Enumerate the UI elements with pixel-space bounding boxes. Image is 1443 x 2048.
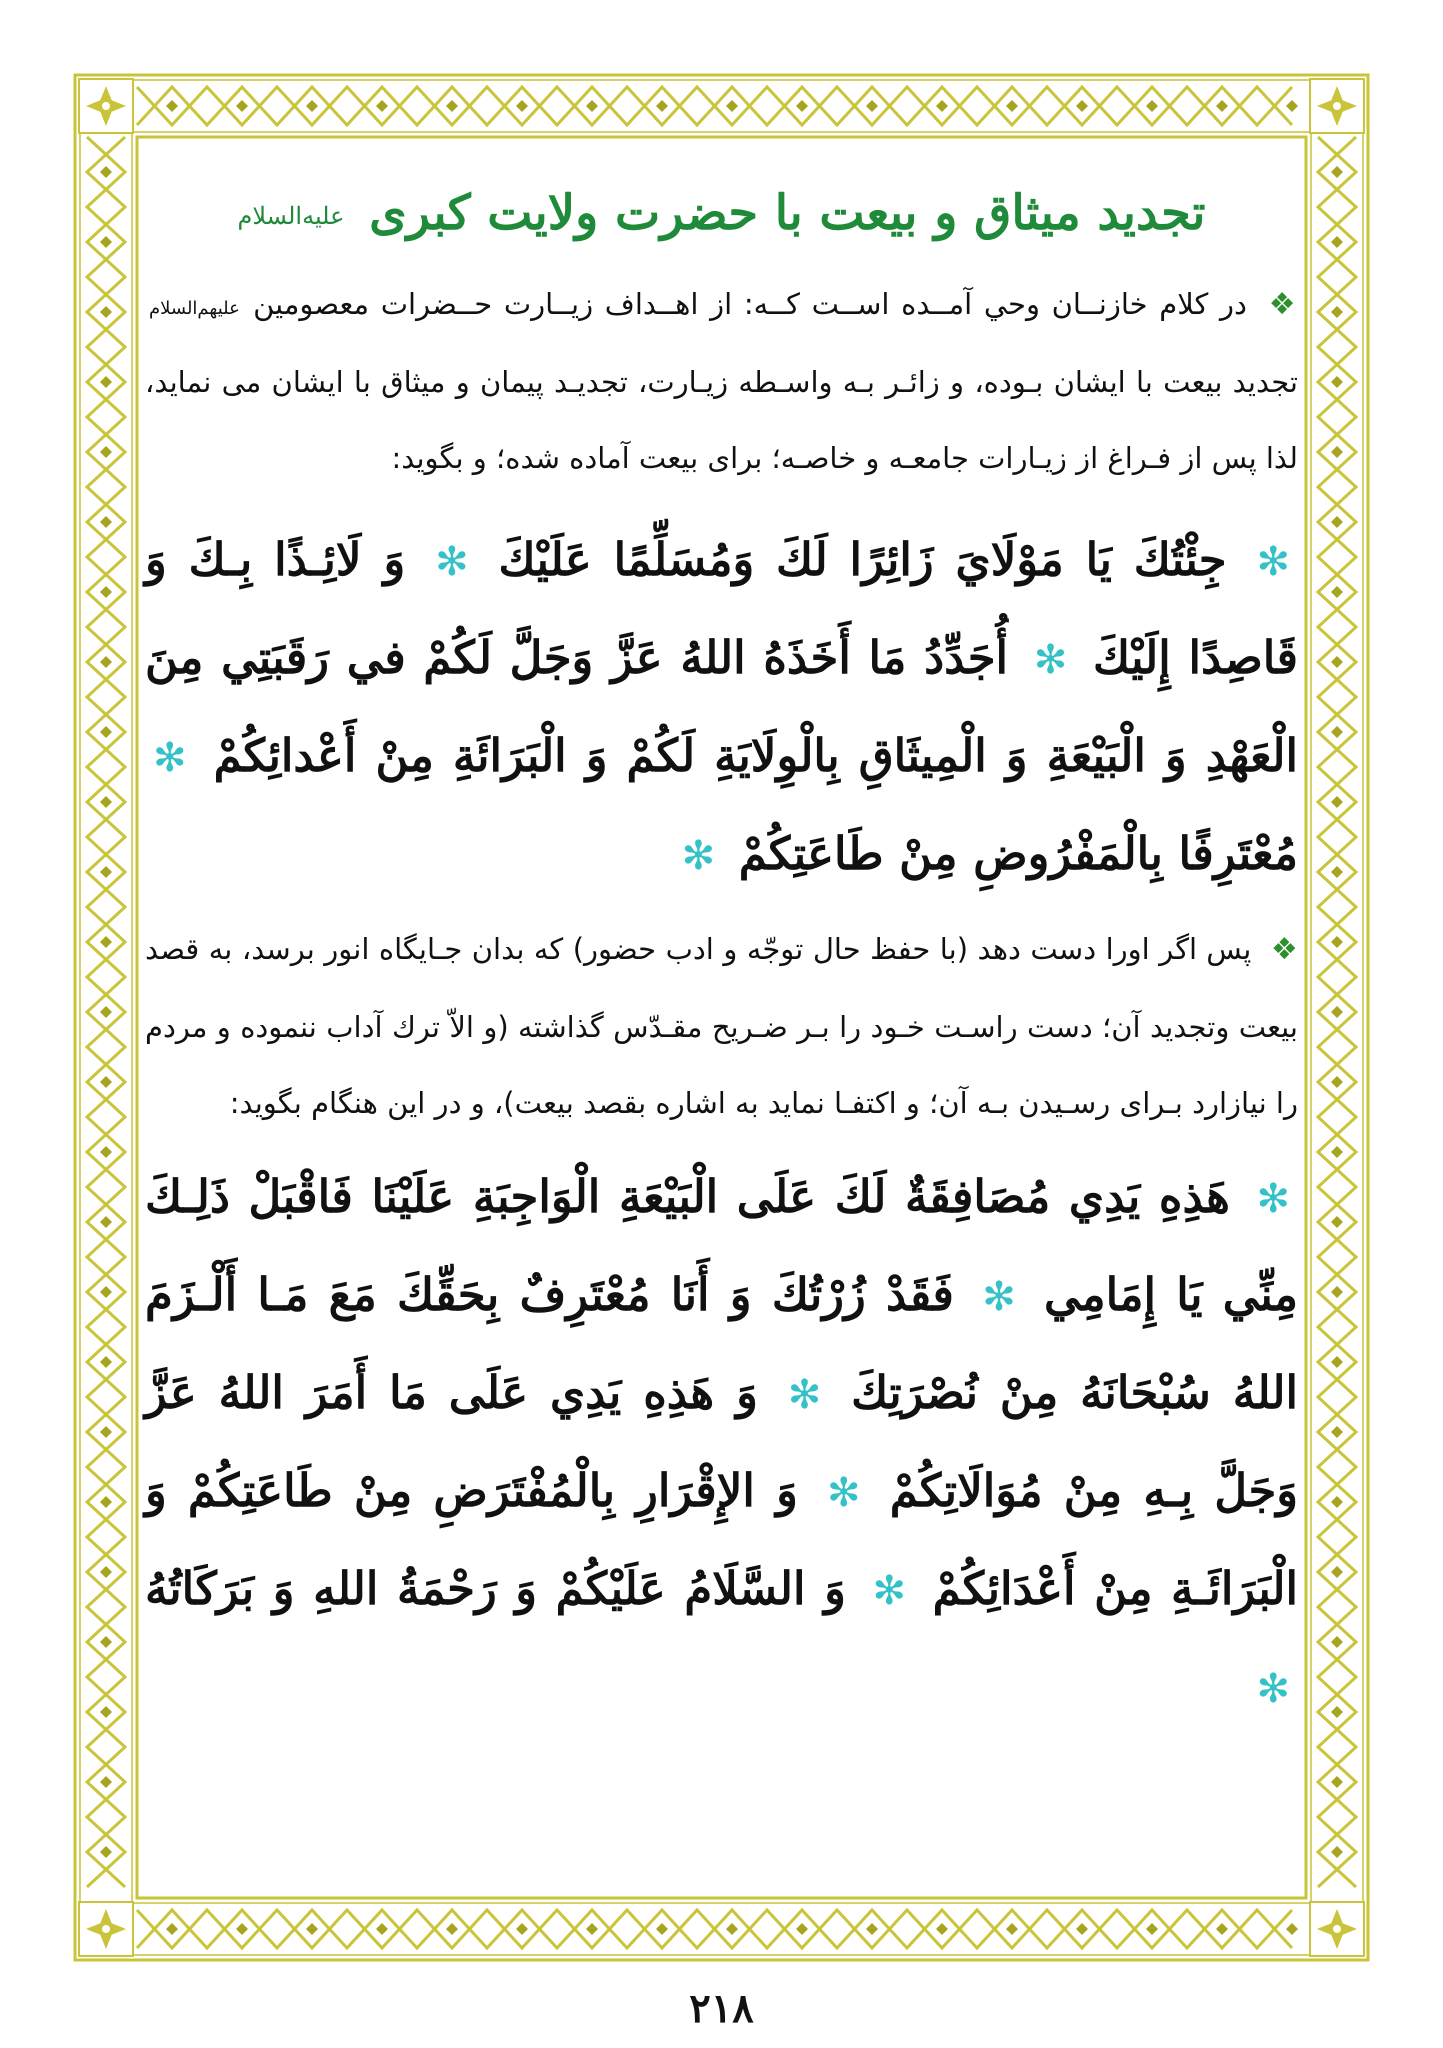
arabic2-segment-1: هَذِهِ يَدِي مُصَافِقَةٌ لَكَ عَلَى الْبَيْعَةِ الْوَاجِبَةِ عَلَيْنَا فَاقْبَلْ ذَلِـكَ مِنِّي يَا إِمَامِي: [145, 1169, 1298, 1321]
star-icon: ✻: [787, 1372, 822, 1419]
title-honorific: علیه‌السلام: [237, 201, 345, 230]
arabic1-segment-1: جِئْتُكَ يَا مَوْلَايَ زَائِرًا لَكَ وَمُسَلِّمًا عَلَيْكَ: [498, 532, 1227, 586]
star-icon: ✻: [153, 735, 187, 782]
arabic-text-block-2: [145, 1148, 1298, 1737]
para2-text: پس اگر اورا دست دهد (با حفظ حال توجّه و ادب حضور) که بدان جـایگاه انور برسد، به قصد بیعت وتجدید آن؛ دست راسـت خـود را بـر ضـریح مقـدّس گذاشته (و الاّ ترك آداب ننموده و مردم را نیازارد بـرای رسـیدن بـه آن؛ و اکتفـا نماید به اشاره بقصد بیعت)، و در این هنگام بگوید:: [145, 932, 1298, 1120]
arabic1-segment-4: مُعْتَرِفًا بِالْمَفْرُوضِ مِنْ طَاعَتِكُمْ: [738, 827, 1298, 881]
title-text: تجدید میثاق و بیعت با حضرت ولایت کبری: [369, 185, 1206, 241]
arabic2-segment-4: وَ الإِقْرَارِ بِالْمُفْتَرَضِ مِنْ طَاعَتِكُمْ وَ الْبَرَائَـةِ مِنْ أَعْدَائِكُمْ: [145, 1464, 1299, 1616]
instruction-paragraph-1: [145, 266, 1298, 497]
arabic-text-block-1: [145, 511, 1298, 903]
arabic2-segment-2: فَقَدْ زُرْتُكَ وَ أَنَا مُعْتَرِفٌ بِحَقِّكَ مَعَ مَـا أَلْـزَمَ اللهُ سُبْحَانَهُ مِنْ نُصْرَتِكَ: [145, 1267, 1299, 1420]
star-icon: ✻: [827, 1470, 861, 1517]
star-icon: ✻: [681, 833, 716, 880]
star-icon: ✻: [982, 1273, 1016, 1320]
page-number: ٢١٨: [689, 1985, 754, 2032]
para1-text-b: تجدید بیعت با ایشان بـوده، و زائـر بـه واسـطه زیـارت، تجدیـد پیمان و میثاق با ایشان می نماید، لذا پس از فـراغ از زیـارات جامعـه و خاصـه؛ برای بیعت آماده شده؛ و بگوید:: [145, 364, 1298, 475]
arabic1-segment-3: أُجَدِّدُ مَا أَخَذَهُ اللهُ عَزَّ وَجَلَّ لَكُمْ في رَقَبَتِي مِنَ الْعَهْدِ وَ الْبَيْعَةِ وَ الْمِيثَاقِ بِالْوِلَايَةِ لَكُمْ وَ الْبَرَائَةِ مِنْ أَعْدائِكُمْ: [145, 631, 1298, 783]
star-icon: ✻: [872, 1568, 906, 1615]
para1-text-a: در کلام خازنــان وحي آمــده اســت کــه: از اهــداف زیــارت حــضرات معصومین: [253, 287, 1247, 322]
bullet-icon: ❖: [1268, 287, 1298, 323]
star-icon: ✻: [1033, 637, 1068, 684]
page-title: [145, 182, 1298, 244]
arabic2-segment-5: وَ السَّلَامُ عَلَيْكُمْ وَ رَحْمَةُ اللهِ وَ بَرَكَاتُهُ: [145, 1562, 846, 1616]
star-icon: ✻: [1256, 538, 1291, 585]
instruction-paragraph-2: [145, 911, 1298, 1142]
star-icon: ✻: [435, 538, 469, 585]
page-content: [145, 170, 1298, 1890]
star-icon: ✻: [1256, 1175, 1291, 1222]
bullet-icon: ❖: [1270, 932, 1299, 968]
para1-honorific: علیهم‌السلام: [149, 298, 240, 320]
star-icon: ✻: [1256, 1666, 1290, 1713]
arabic2-segment-3: وَ هَذِهِ يَدِي عَلَى مَا أَمَرَ اللهُ عَزَّ وَجَلَّ بِـهِ مِنْ مُوَالَاتِكُمْ: [145, 1366, 1298, 1518]
arabic1-segment-2: وَ لَائِـذًا بِـكَ وَ قَاصِدًا إِلَيْكَ: [145, 532, 1298, 685]
